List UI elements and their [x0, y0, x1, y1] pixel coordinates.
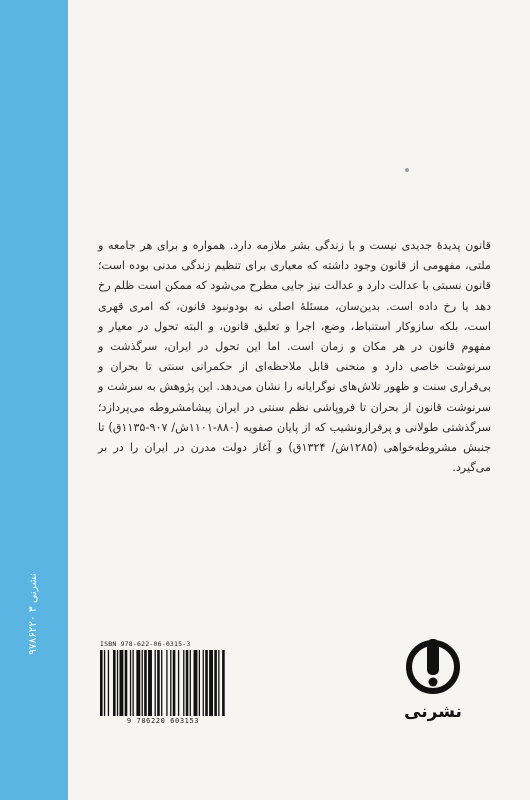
barcode-bar — [155, 650, 156, 716]
barcode-bar — [183, 650, 184, 716]
barcode-bar — [132, 650, 133, 716]
decorative-dot — [405, 168, 409, 172]
barcode-bar — [119, 650, 123, 716]
blurb-text — [98, 236, 491, 478]
publisher-name: نشرنی — [404, 702, 462, 722]
barcode-bar — [214, 650, 217, 716]
barcode-bar — [144, 650, 147, 716]
publisher-logo-icon — [405, 636, 461, 698]
barcode-bar — [199, 650, 200, 716]
barcode-bar — [113, 650, 116, 716]
barcode-bar — [186, 650, 189, 716]
barcode-bar — [190, 650, 191, 716]
blurb-paragraph: قانون پدیدهٔ جدیدی نیست و با زندگی بشر ملازمه دارد. همواره و برای هر جامعه و ملتی، مفهومی از قانون وجود داشته که معیاری برای تنظیم زندگی مدنی بوده است؛ قانون نسبتی با عدالت دارد و عدالت نیز جایی مطرح می‌شود که ممکن است ظلم رخ دهد یا رخ داده است. بدین‌سان، مسئلهٔ اصلی نه بودونبود قانون، که امری قهری است، بلکه سازوکار استنباط، وضع، اجرا و تعلیق قانون، و البته تحول در معیار و مفهوم قانون در هر مکان و زمان است. اما این تحول در ایران، سرگذشت و سرنوشت خاصی دارد و منحنی قابل ملاحظه‌ای از حکمرانی سنتی تا بحران و بی‌قراری سنت و ظهور تلاش‌های نوگرایانه را نشان می‌دهد. این پژوهش به سرشت و سرنوشت قانون از بحران تا فروپاشی نظم سنتی در ایران پیشامشروطه می‌پردازد؛ سرگذشتی طولانی و پرفرازونشیب که از پایان صفویه (۸۸۰-۱۱۰۱ش/ ۹۰۷-۱۱۳۵ق) تا جنبش مشروطه‌خواهی (۱۲۸۵ش/ ۱۳۲۴ق) و آغاز دولت مدرن در ایران را در بر می‌گیرد. — [98, 239, 492, 475]
barcode-bar — [218, 650, 219, 716]
barcode-bar — [142, 650, 143, 716]
isbn-label: ISBN 978-622-06-0315-3 — [100, 640, 191, 648]
barcode-bar — [205, 650, 208, 716]
barcode-bar — [203, 650, 204, 716]
barcode-bar — [108, 650, 109, 716]
spine-text: نشرنی ۳ ۹۷۸۶۲۲۰ — [27, 573, 40, 655]
barcode-bar — [117, 650, 118, 716]
barcode-bar — [222, 650, 225, 716]
spine-text-wrapper — [20, 566, 46, 662]
barcode-bar — [161, 650, 162, 716]
barcode-bar — [100, 650, 103, 716]
barcode-bar — [136, 650, 140, 716]
barcode-bar — [157, 650, 160, 716]
barcode-bar — [104, 650, 105, 716]
barcode-icon — [100, 650, 226, 716]
barcode-bar — [130, 650, 131, 716]
barcode-digits: 9 786220 603153 — [126, 717, 200, 725]
barcode-bar — [194, 650, 198, 716]
barcode-bar — [173, 650, 176, 716]
barcode-bar — [178, 650, 179, 716]
barcode-bar — [148, 650, 152, 716]
barcode-bar — [166, 650, 167, 716]
barcode-bar — [125, 650, 128, 716]
barcode-bar — [209, 650, 213, 716]
cover-spine-strip — [0, 0, 68, 800]
barcode-bar — [170, 650, 171, 716]
